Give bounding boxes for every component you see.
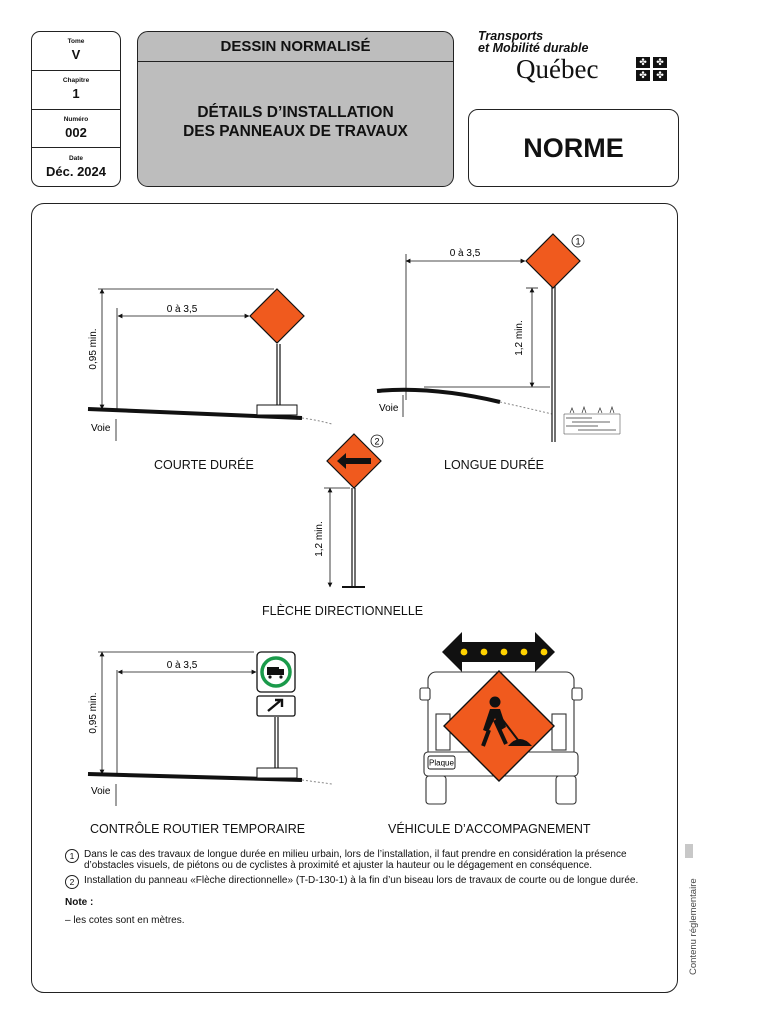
logo-wordmark: Québec <box>516 54 599 84</box>
page-title-line-2: DES PANNEAUX DE TRAVAUX <box>183 123 408 140</box>
meta-date-label: Date <box>68 154 84 162</box>
meta-numero-value: 002 <box>65 124 87 140</box>
courte-duree-diagram <box>88 289 332 441</box>
note-1-marker: 1 <box>65 849 79 863</box>
courte-work-sign-icon <box>250 289 304 343</box>
title-box <box>137 31 454 187</box>
title-header: DESSIN NORMALISÉ <box>138 32 453 62</box>
longue-dim-offset: 0 à 3,5 <box>449 248 481 259</box>
arrow-board-icon <box>442 632 555 672</box>
meta-chapitre-label: Chapitre <box>62 77 90 85</box>
longue-voie-label: Voie <box>379 403 399 414</box>
fleche-marker-2: 2 <box>374 436 380 447</box>
norme-badge: NORME <box>468 109 679 187</box>
logo-line-1: Transports <box>478 29 544 43</box>
controle-diagram <box>88 652 332 806</box>
controle-dim-offset: 0 à 3,5 <box>166 660 198 671</box>
meta-date-value: Déc. 2024 <box>46 163 106 179</box>
caption-courte-duree: COURTE DURÉE <box>154 458 254 472</box>
caption-vehicule-accompagnement: VÉHICULE D’ACCOMPAGNEMENT <box>388 822 591 836</box>
side-label: Contenu réglementaire <box>688 878 699 975</box>
note-2 <box>65 875 655 889</box>
courte-dim-offset: 0 à 3,5 <box>166 304 198 315</box>
document-meta-box <box>31 31 121 187</box>
page-title <box>138 103 453 141</box>
courte-voie-label: Voie <box>91 423 111 434</box>
note-2-text: Installation du panneau «Flèche directionnelle» (T-D-130-1) à la fin d’un biseau lors de travaux de courte ou de longue durée. <box>84 875 639 886</box>
meta-numero <box>32 110 120 149</box>
notes-section <box>65 849 655 926</box>
fleur-de-lis-flag-icon: ✤ ✤ ✤ ✤ <box>636 57 667 81</box>
note-1-text: Dans le cas des travaux de longue durée en milieu urbain, lors de l’installation, il faut prendre en considération la présence d’obstacles visuels, de piétons ou de cyclistes à proximité et ajuster la hauteur ou le dégagement en conséquence. <box>84 849 627 871</box>
courte-dim-height: 0,95 min. <box>88 328 99 370</box>
meta-date <box>32 148 120 186</box>
vehicule-diagram <box>420 632 582 804</box>
longue-dim-height: 1,2 min. <box>514 320 525 356</box>
controle-voie-label: Voie <box>91 786 111 797</box>
note-title: Note : <box>65 897 94 908</box>
caption-controle-routier: CONTRÔLE ROUTIER TEMPORAIRE <box>90 822 306 836</box>
note-item: – les cotes sont en mètres. <box>65 915 185 926</box>
logo-line-2: et Mobilité durable <box>478 41 589 55</box>
note-2-marker: 2 <box>65 875 79 889</box>
longue-duree-diagram <box>377 234 620 442</box>
caption-longue-duree: LONGUE DURÉE <box>444 458 545 472</box>
fleche-dim-height: 1,2 min. <box>314 521 325 557</box>
controle-dim-height: 0,95 min. <box>88 692 99 734</box>
diagram-panel <box>31 203 678 993</box>
meta-numero-label: Numéro <box>63 115 89 123</box>
plaque-label: Plaque <box>429 758 454 768</box>
ground-hatch <box>564 407 620 434</box>
caption-fleche-directionnelle: FLÈCHE DIRECTIONNELLE <box>262 604 424 618</box>
meta-tome-value: V <box>71 47 81 63</box>
meta-chapitre <box>32 71 120 110</box>
quebec-logo <box>478 30 688 90</box>
fleche-diagram <box>314 434 383 587</box>
meta-tome <box>32 32 120 71</box>
meta-tome-label: Tome <box>67 38 85 46</box>
page-title-line-1: DÉTAILS D’INSTALLATION <box>197 104 394 121</box>
side-gray-mark <box>685 844 693 858</box>
meta-chapitre-value: 1 <box>72 86 80 102</box>
installation-diagrams <box>32 204 677 844</box>
note-1 <box>65 849 655 871</box>
longue-marker-1: 1 <box>575 236 581 247</box>
